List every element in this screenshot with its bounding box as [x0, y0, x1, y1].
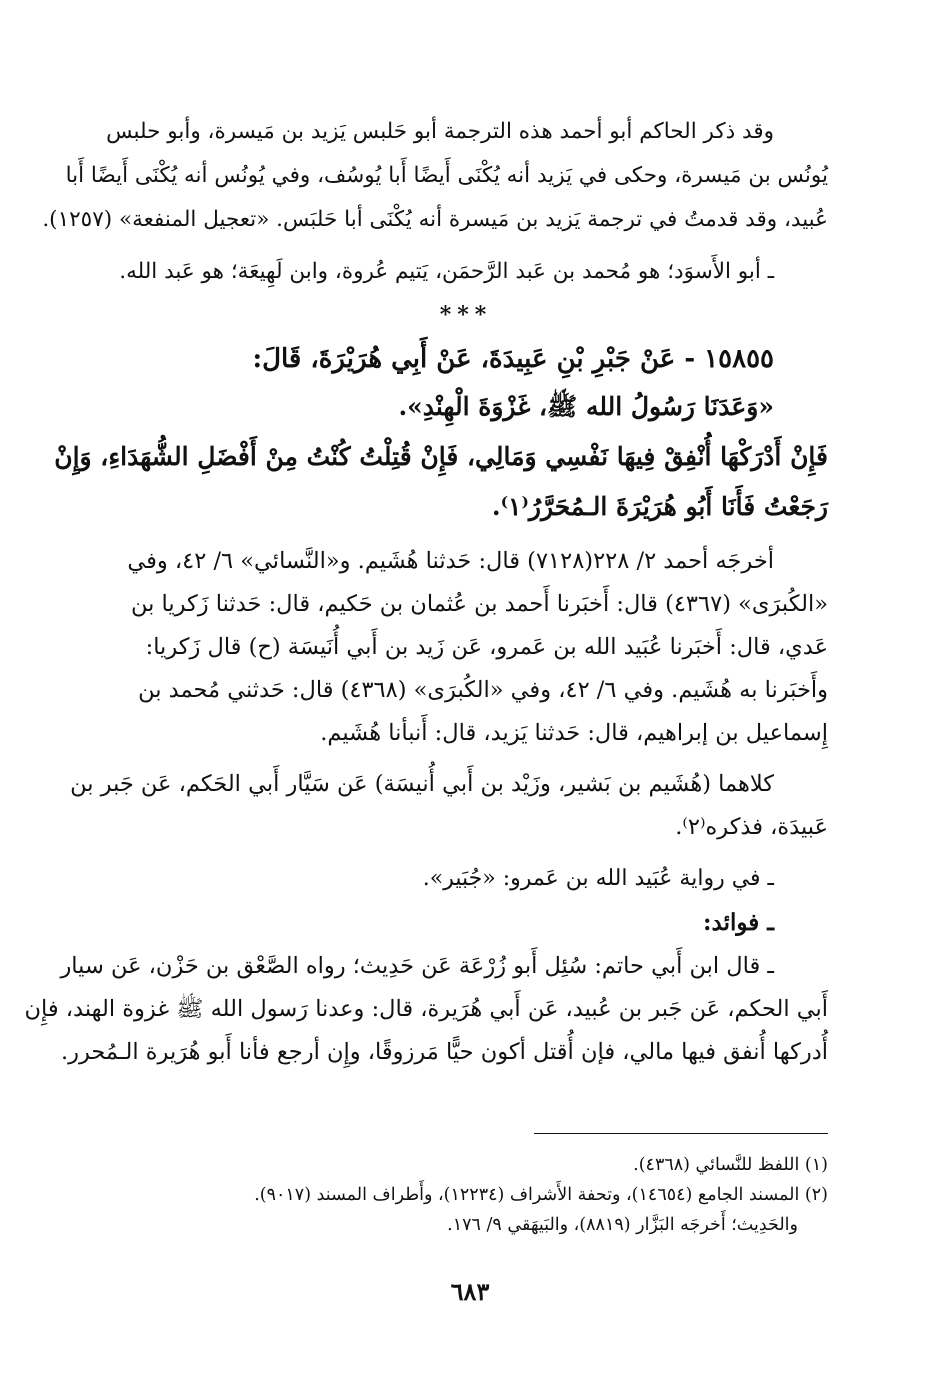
fawaid-heading: ـ فوائد: [703, 909, 774, 936]
narration-note: ـ في رواية عُبَيد الله بن عَمرو: «جُبَير». [422, 866, 774, 891]
text-line: كلاهما (هُشَيم بن بَشير، وزَيْد بن أَبي أُنيسَة) عَن سَيَّار أَبي الحَكم، عَن جَبر بن [70, 771, 774, 797]
hadith-number-heading: ١٥٨٥٥ - عَنْ جَبْرِ بْنِ عَبِيدَةَ، عَنْ أَبِي هُرَيْرَةَ، قَالَ: [252, 344, 774, 374]
footnote-1: (١) اللفظ للنَّسائي (٤٣٦٨). [633, 1155, 828, 1175]
text-line: رَجَعْتُ فَأَنَا أَبُو هُرَيْرَةَ الـمُحَرَّرُ⁽١⁾. [491, 492, 828, 521]
text-line: فَإِنْ أَدْرَكْهَا أُنْفِقْ فِيهَا نَفْسِي وَمَالِي، فَإِنْ قُتِلْتُ كُنْتُ مِنْ أَفْضَلِ الشُّهَدَاءِ، وَإِنْ [54, 442, 828, 471]
text-line: ـ أبو الأَسوَد؛ هو مُحمد بن عَبد الرَّحمَن، يَتيم عُروة، وابن لَهِيعَة؛ هو عَبد الله. [119, 259, 774, 284]
intro-note [104, 250, 828, 294]
takhrij-paragraph [104, 540, 828, 755]
footnote-2: (٢) المسند الجامع (١٤٦٥٤)، وتحفة الأَشراف (١٢٢٣٤)، وأَطراف المسند (٩٠١٧). [254, 1185, 828, 1205]
section-separator: *** [439, 302, 493, 328]
chain-paragraph [70, 763, 828, 849]
hadith-text [54, 382, 828, 532]
text-line: أَبي الحكم، عَن جَبر بن عُبيد، عَن أَبي هُرَيرة، قال: وعدنا رَسول الله ﷺ غزوة الهند، فإِن [24, 996, 828, 1022]
text-line: يُونُس بن مَيسرة، وحكى في يَزيد أنه يُكْنَى أَيضًا أَبا يُوسُف، وفي يُونُس أنه يُكْنَى أَيضًا أَبا [65, 163, 828, 188]
page-number: ٦٨٣ [450, 1277, 490, 1306]
text-line: عَبيدَة، فذكره⁽٢⁾. [675, 814, 828, 840]
footnote-divider [534, 1133, 828, 1134]
footnote-2-continued: والحَدِيث؛ أَخرجَه البَزَّار (٨٨١٩)، والبَيهَقي ٩/ ١٧٦. [447, 1215, 798, 1235]
text-line: عُبيد، وقد قدمتُ في ترجمة يَزيد بن مَيسرة أنه يُكْنَى أبا حَلبَس. «تعجيل المنفعة» (١٢٥٧). [42, 207, 828, 232]
footnotes [104, 1150, 828, 1240]
fawaid-paragraph [24, 945, 828, 1074]
intro-paragraph [42, 110, 828, 242]
text-line: أُدركها أُنفق فيها مالي، فإن أُقتل أكون حيًّا مَرزوقًا، وإِن أرجع فأنا أَبو هُرَيرة الـمُحرر. [60, 1039, 828, 1065]
text-line: «وَعَدَنَا رَسُولُ الله ﷺ، غَزْوَةَ الْهِنْدِ». [398, 392, 774, 421]
text-line: إِسماعيل بن إبراهيم، قال: حَدثنا يَزيد، قال: أَنبأنا هُشَيم. [320, 720, 828, 746]
text-line: وأَخبَرنا به هُشَيم. وفي ٦/ ٤٢، وفي «الكُبرَى» (٤٣٦٨) قال: حَدثني مُحمد بن [138, 677, 828, 703]
text-line: عَدي، قال: أَخبَرنا عُبَيد الله بن عَمرو، عَن زَيد بن أَبي أُنَيسَة (ح) قال زَكريا: [145, 634, 828, 660]
text-line: وقد ذكر الحاكم أبو أحمد هذه الترجمة أبو حَلبس يَزيد بن مَيسرة، وأبو حلبس [106, 119, 774, 144]
text-line: «الكُبرَى» (٤٣٦٧) قال: أَخبَرنا أَحمد بن عُثمان بن حَكيم، قال: حَدثنا زَكريا بن [130, 591, 828, 617]
text-line: ـ قال ابن أَبي حاتم: سُئِل أَبو زُرْعَة عَن حَدِيث؛ رواه الصَّعْق بن حَزْن، عَن سيار [60, 953, 774, 979]
text-line: أخرجَه أحمد ٢/ ٢٢٨(٧١٢٨) قال: حَدثنا هُشَيم. و«النَّسائي» ٦/ ٤٢، وفي [127, 548, 774, 574]
